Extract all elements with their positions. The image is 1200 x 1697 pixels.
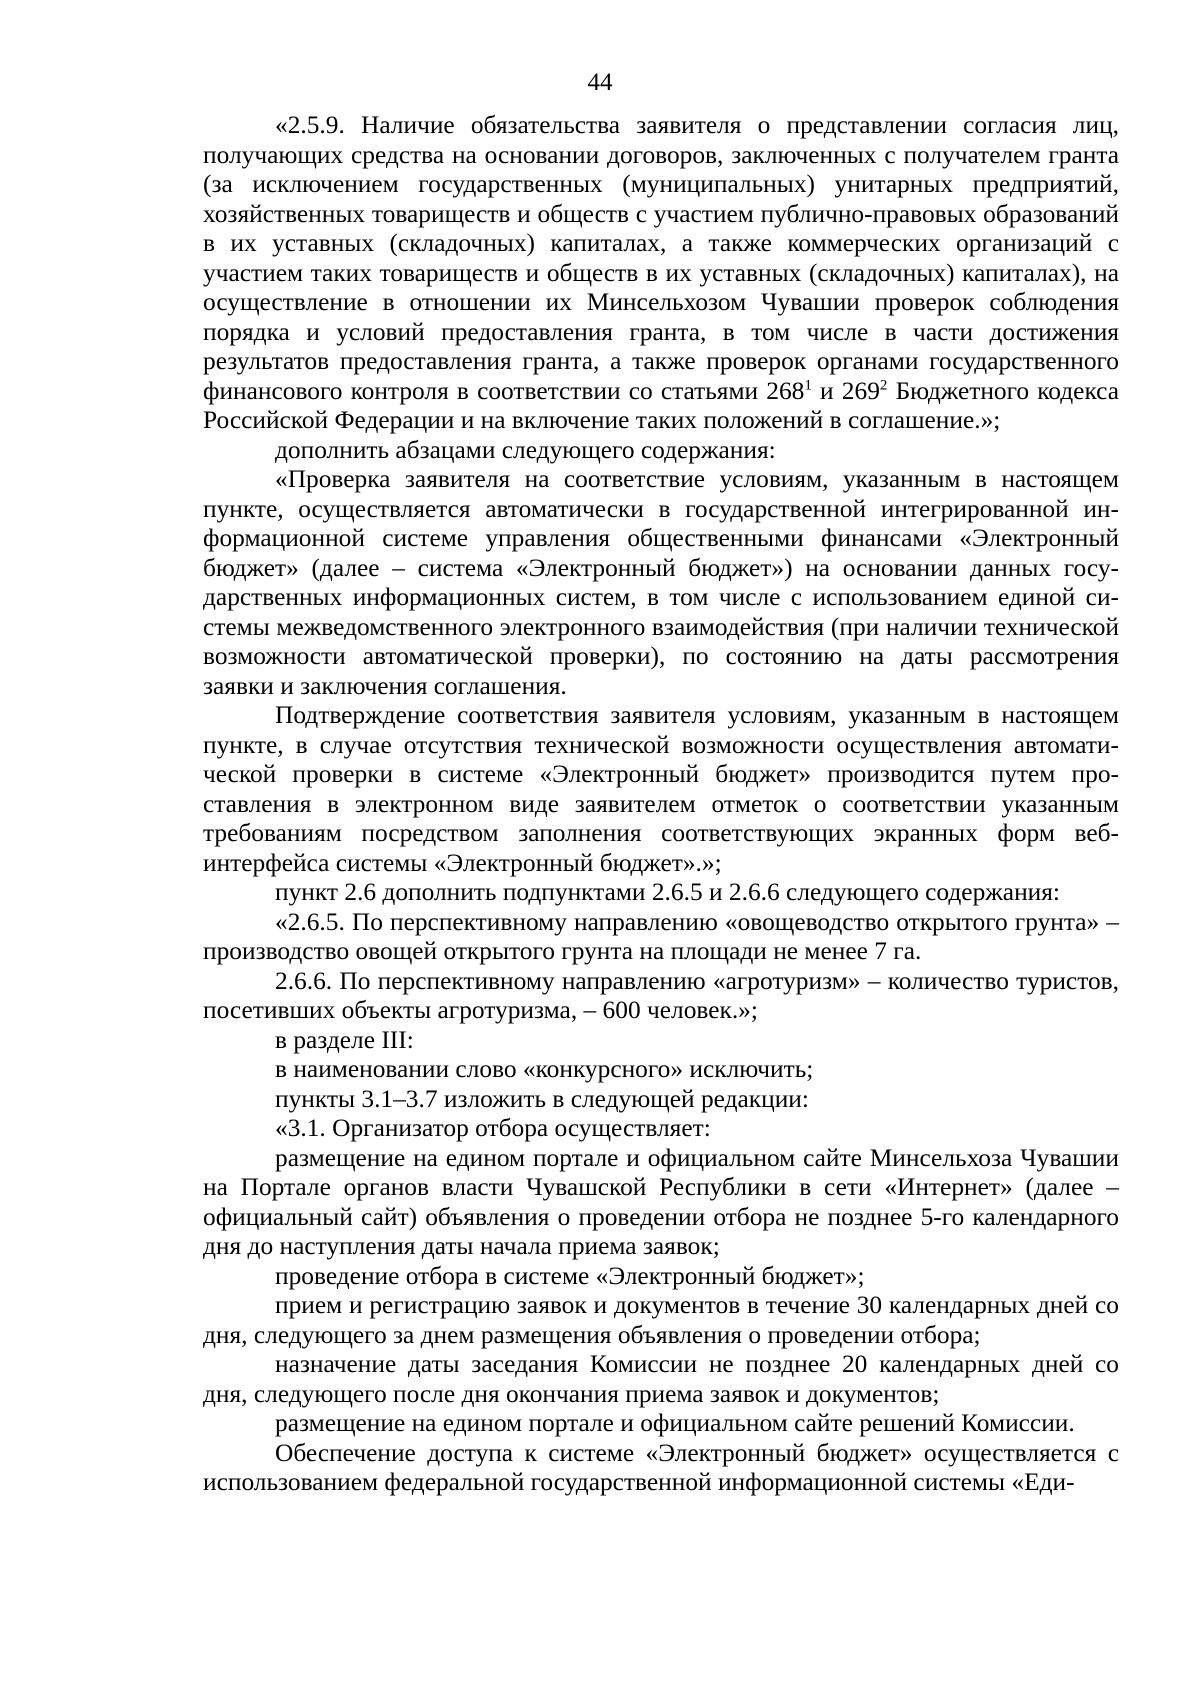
- paragraph-2-5-9: [203, 111, 1119, 436]
- paragraph: «Проверка заявителя на соответствие условиям, указанным в настоящем пункте, осуществляется автоматически в государственной интегрированной информационной системе управления общественными финансами «Электронный бюджет» (далее – система «Электронный бюджет») на основании данных государственных информационных систем, в том числе с использованием единой системы межведомственного электронного взаимодействия (при наличии технической возможности автоматической проверки), по состоянию на даты рассмотрения заявки и заключения соглашения.: [203, 465, 1119, 700]
- paragraph: назначение даты заседания Комиссии не позднее 20 календарных дней со дня, следующего после дня окончания приема заявок и документов;: [203, 1350, 1119, 1408]
- document-body: [203, 111, 1119, 1498]
- paragraph-text: и 269: [811, 376, 880, 405]
- superscript: 1: [804, 377, 812, 394]
- paragraph-text: «2.5.9. Наличие обязательства заявителя о представлении согласия лиц, получающих средства на основании договоров, заключенных с получателем гранта (за исключением государственных (муниципальных) унитарных предприятий, хозяйственных товариществ и обществ с участием публично-правовых образований в их уставных (складочных) капиталах, а также коммерческих организаций с участием таких товариществ и обществ в их уставных (складочных) капиталах), на осуществление в отношении их Минсельхозом Чувашии проверок соблюдения порядка и условий предоставления гранта, в том числе в части достижения результатов предоставления гранта, а также проверок органами государственного финансового контроля в соответствии со статьями 268: [203, 111, 1119, 405]
- paragraph: размещение на едином портале и официальном сайте решений Комиссии.: [275, 1409, 1075, 1437]
- superscript: 2: [879, 377, 888, 394]
- paragraph: «2.6.5. По перспективному направлению «овощеводство открытого грунта» – производство овощей открытого грунта на площади не менее 7 га.: [203, 907, 1119, 965]
- paragraph: размещение на едином портале и официальном сайте Минсельхоза Чувашии на Портале органов власти Чувашской Республики в сети «Интернет» (далее – официальный сайт) объявления о проведении отбора не позднее 5-го календарного дня до наступления даты начала приема заявок;: [203, 1143, 1119, 1260]
- paragraph: в наименовании слово «конкурсного» исключить;: [275, 1055, 814, 1083]
- paragraph-text: Бюджетного кодекса Российской Федерации и на включение таких положений в соглашение.»;: [203, 376, 1119, 434]
- paragraph: Обеспечение доступа к системе «Электронный бюджет» осуществляется с использованием федеральной государственной информационной системы «Еди-: [203, 1438, 1119, 1496]
- paragraph: пункт 2.6 дополнить подпунктами 2.6.5 и 2.6.6 следующего содержания:: [275, 878, 1060, 906]
- paragraph: проведение отбора в системе «Электронный бюджет»;: [275, 1261, 865, 1290]
- paragraph: в разделе III:: [275, 1025, 414, 1054]
- paragraph: дополнить абзацами следующего содержания:: [275, 435, 776, 464]
- paragraph: «3.1. Организатор отбора осуществляет:: [275, 1114, 711, 1142]
- paragraph: пункты 3.1–3.7 изложить в следующей редакции:: [275, 1084, 809, 1113]
- paragraph: 2.6.6. По перспективному направлению «агротуризм» – количество туристов, посетивших объекты агротуризма, – 600 человек.»;: [203, 966, 1119, 1024]
- page-number: 44: [587, 69, 613, 96]
- paragraph: Подтверждение соответствия заявителя условиям, указанным в настоящем пункте, в случае отсутствия технической возможности осуществления автоматической проверки в системе «Электронный бюджет» производится путем проставления в электронном виде заявителем отметок о соответствии указанным требованиям посредством заполнения соответствующих экранных форм вебинтерфейса системы «Электронный бюджет».»;: [203, 701, 1119, 877]
- paragraph: прием и регистрацию заявок и документов в течение 30 календарных дней со дня, следующего за днем размещения объявления о проведении отбора;: [203, 1291, 1119, 1349]
